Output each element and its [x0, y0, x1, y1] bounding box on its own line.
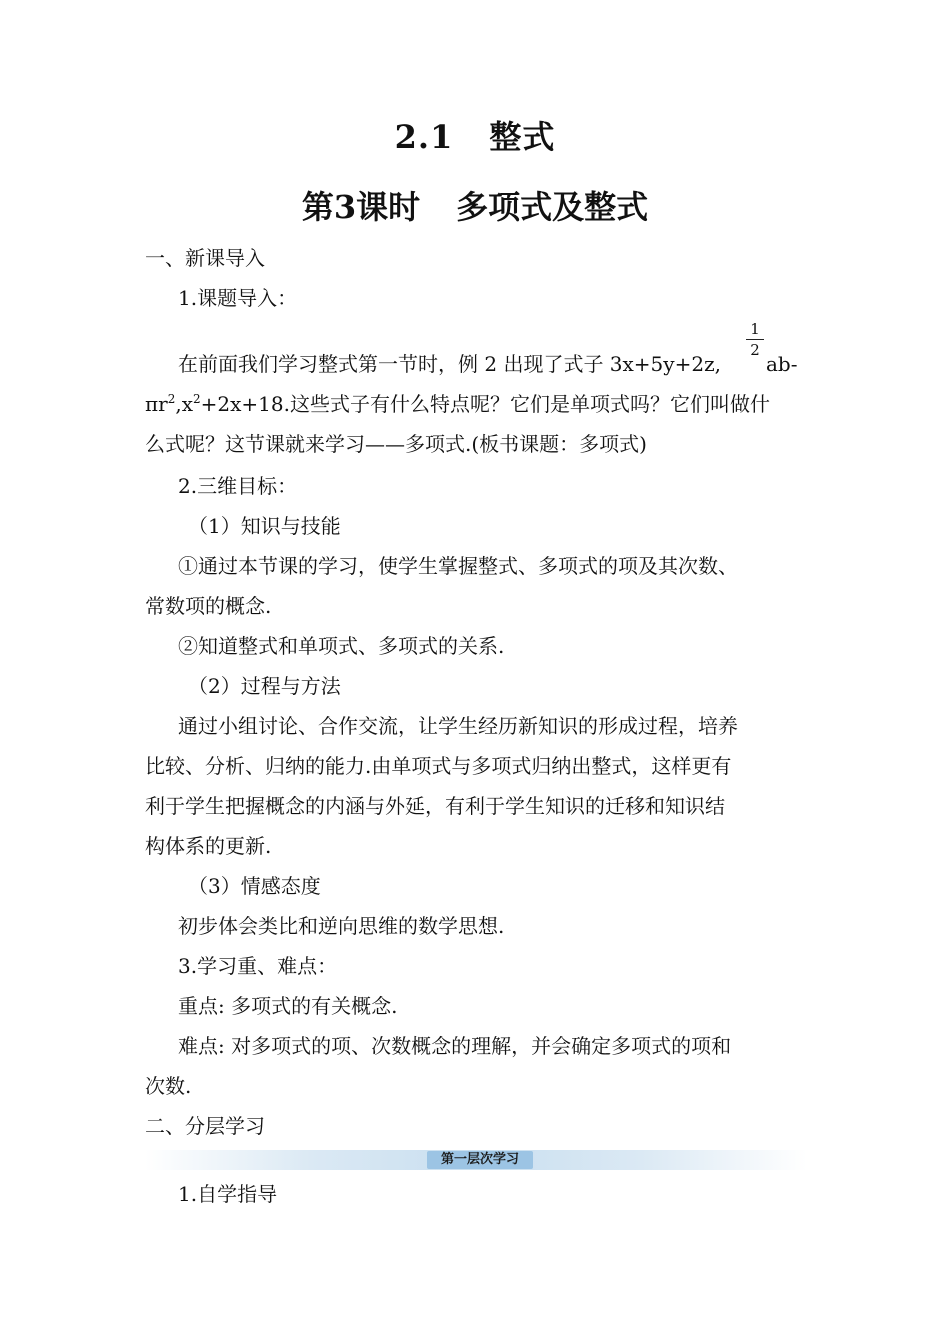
lesson-number: 第3课时 — [301, 188, 421, 226]
banner-label: 第一层次学习 — [427, 1151, 533, 1169]
difficult-point-cont: 次数. — [145, 1074, 192, 1098]
goal-knowledge-1: ①通过本节课的学习，使学生掌握整式、多项式的项及其次数、 — [178, 554, 738, 578]
goal-process-line-1: 通过小组讨论、合作交流，让学生经历新知识的形成过程，培养 — [178, 714, 738, 738]
section-title — [0, 112, 950, 158]
heading-3d-goals: 2.三维目标： — [178, 474, 298, 498]
intro-text-tail: ab- — [766, 352, 798, 376]
difficult-point: 难点: 对多项式的项、次数概念的理解，并会确定多项式的项和 — [178, 1034, 732, 1058]
heading-emotion-attitude: （3）情感态度 — [188, 874, 321, 898]
paragraph-intro-line-2 — [145, 392, 807, 416]
heading-knowledge-skills: （1）知识与技能 — [188, 514, 341, 538]
expr-pi-r: πr — [145, 392, 168, 416]
heading-layered-learning: 二、分层学习 — [145, 1114, 265, 1138]
intro-text: 在前面我们学习整式第一节时，例 2 出现了式子 3x+5y+2z, — [178, 352, 721, 376]
goal-knowledge-2: ②知道整式和单项式、多项式的关系. — [178, 634, 505, 658]
goal-process-line-2: 比较、分析、归纳的能力.由单项式与多项式归纳出整式，这样更有 — [145, 754, 732, 778]
paragraph-intro-line-1 — [178, 352, 807, 376]
lesson-name: 多项式及整式 — [456, 188, 649, 226]
level-one-banner — [145, 1150, 807, 1170]
goal-emotion: 初步体会类比和逆向思维的数学思想. — [178, 914, 505, 938]
expr-x: ,x — [175, 392, 193, 416]
exponent: 2 — [167, 392, 176, 406]
intro-text-continued: +2x+18.这些式子有什么特点呢？它们是单项式吗？它们叫做什 — [200, 392, 770, 416]
heading-new-lesson: 一、新课导入 — [145, 246, 265, 270]
fraction-numerator: 1 — [750, 320, 760, 338]
goal-process-line-4: 构体系的更新. — [145, 834, 272, 858]
fraction-denominator: 2 — [750, 341, 760, 359]
heading-topic-intro: 1.课题导入： — [178, 286, 298, 310]
goal-knowledge-1-cont: 常数项的概念. — [145, 594, 272, 618]
section-name: 整式 — [489, 118, 556, 156]
key-point: 重点: 多项式的有关概念. — [178, 994, 398, 1018]
exponent: 2 — [193, 392, 201, 406]
section-number: 2.1 — [394, 118, 454, 156]
paragraph-intro-line-3: 么式呢？这节课就来学习——多项式.(板书课题：多项式) — [145, 432, 647, 456]
heading-self-study: 1.自学指导 — [178, 1182, 278, 1206]
lesson-title — [0, 182, 950, 228]
heading-process-method: （2）过程与方法 — [188, 674, 341, 698]
heading-key-points: 3.学习重、难点： — [178, 954, 338, 978]
goal-process-line-3: 利于学生把握概念的内涵与外延，有利于学生知识的迁移和知识结 — [145, 794, 725, 818]
